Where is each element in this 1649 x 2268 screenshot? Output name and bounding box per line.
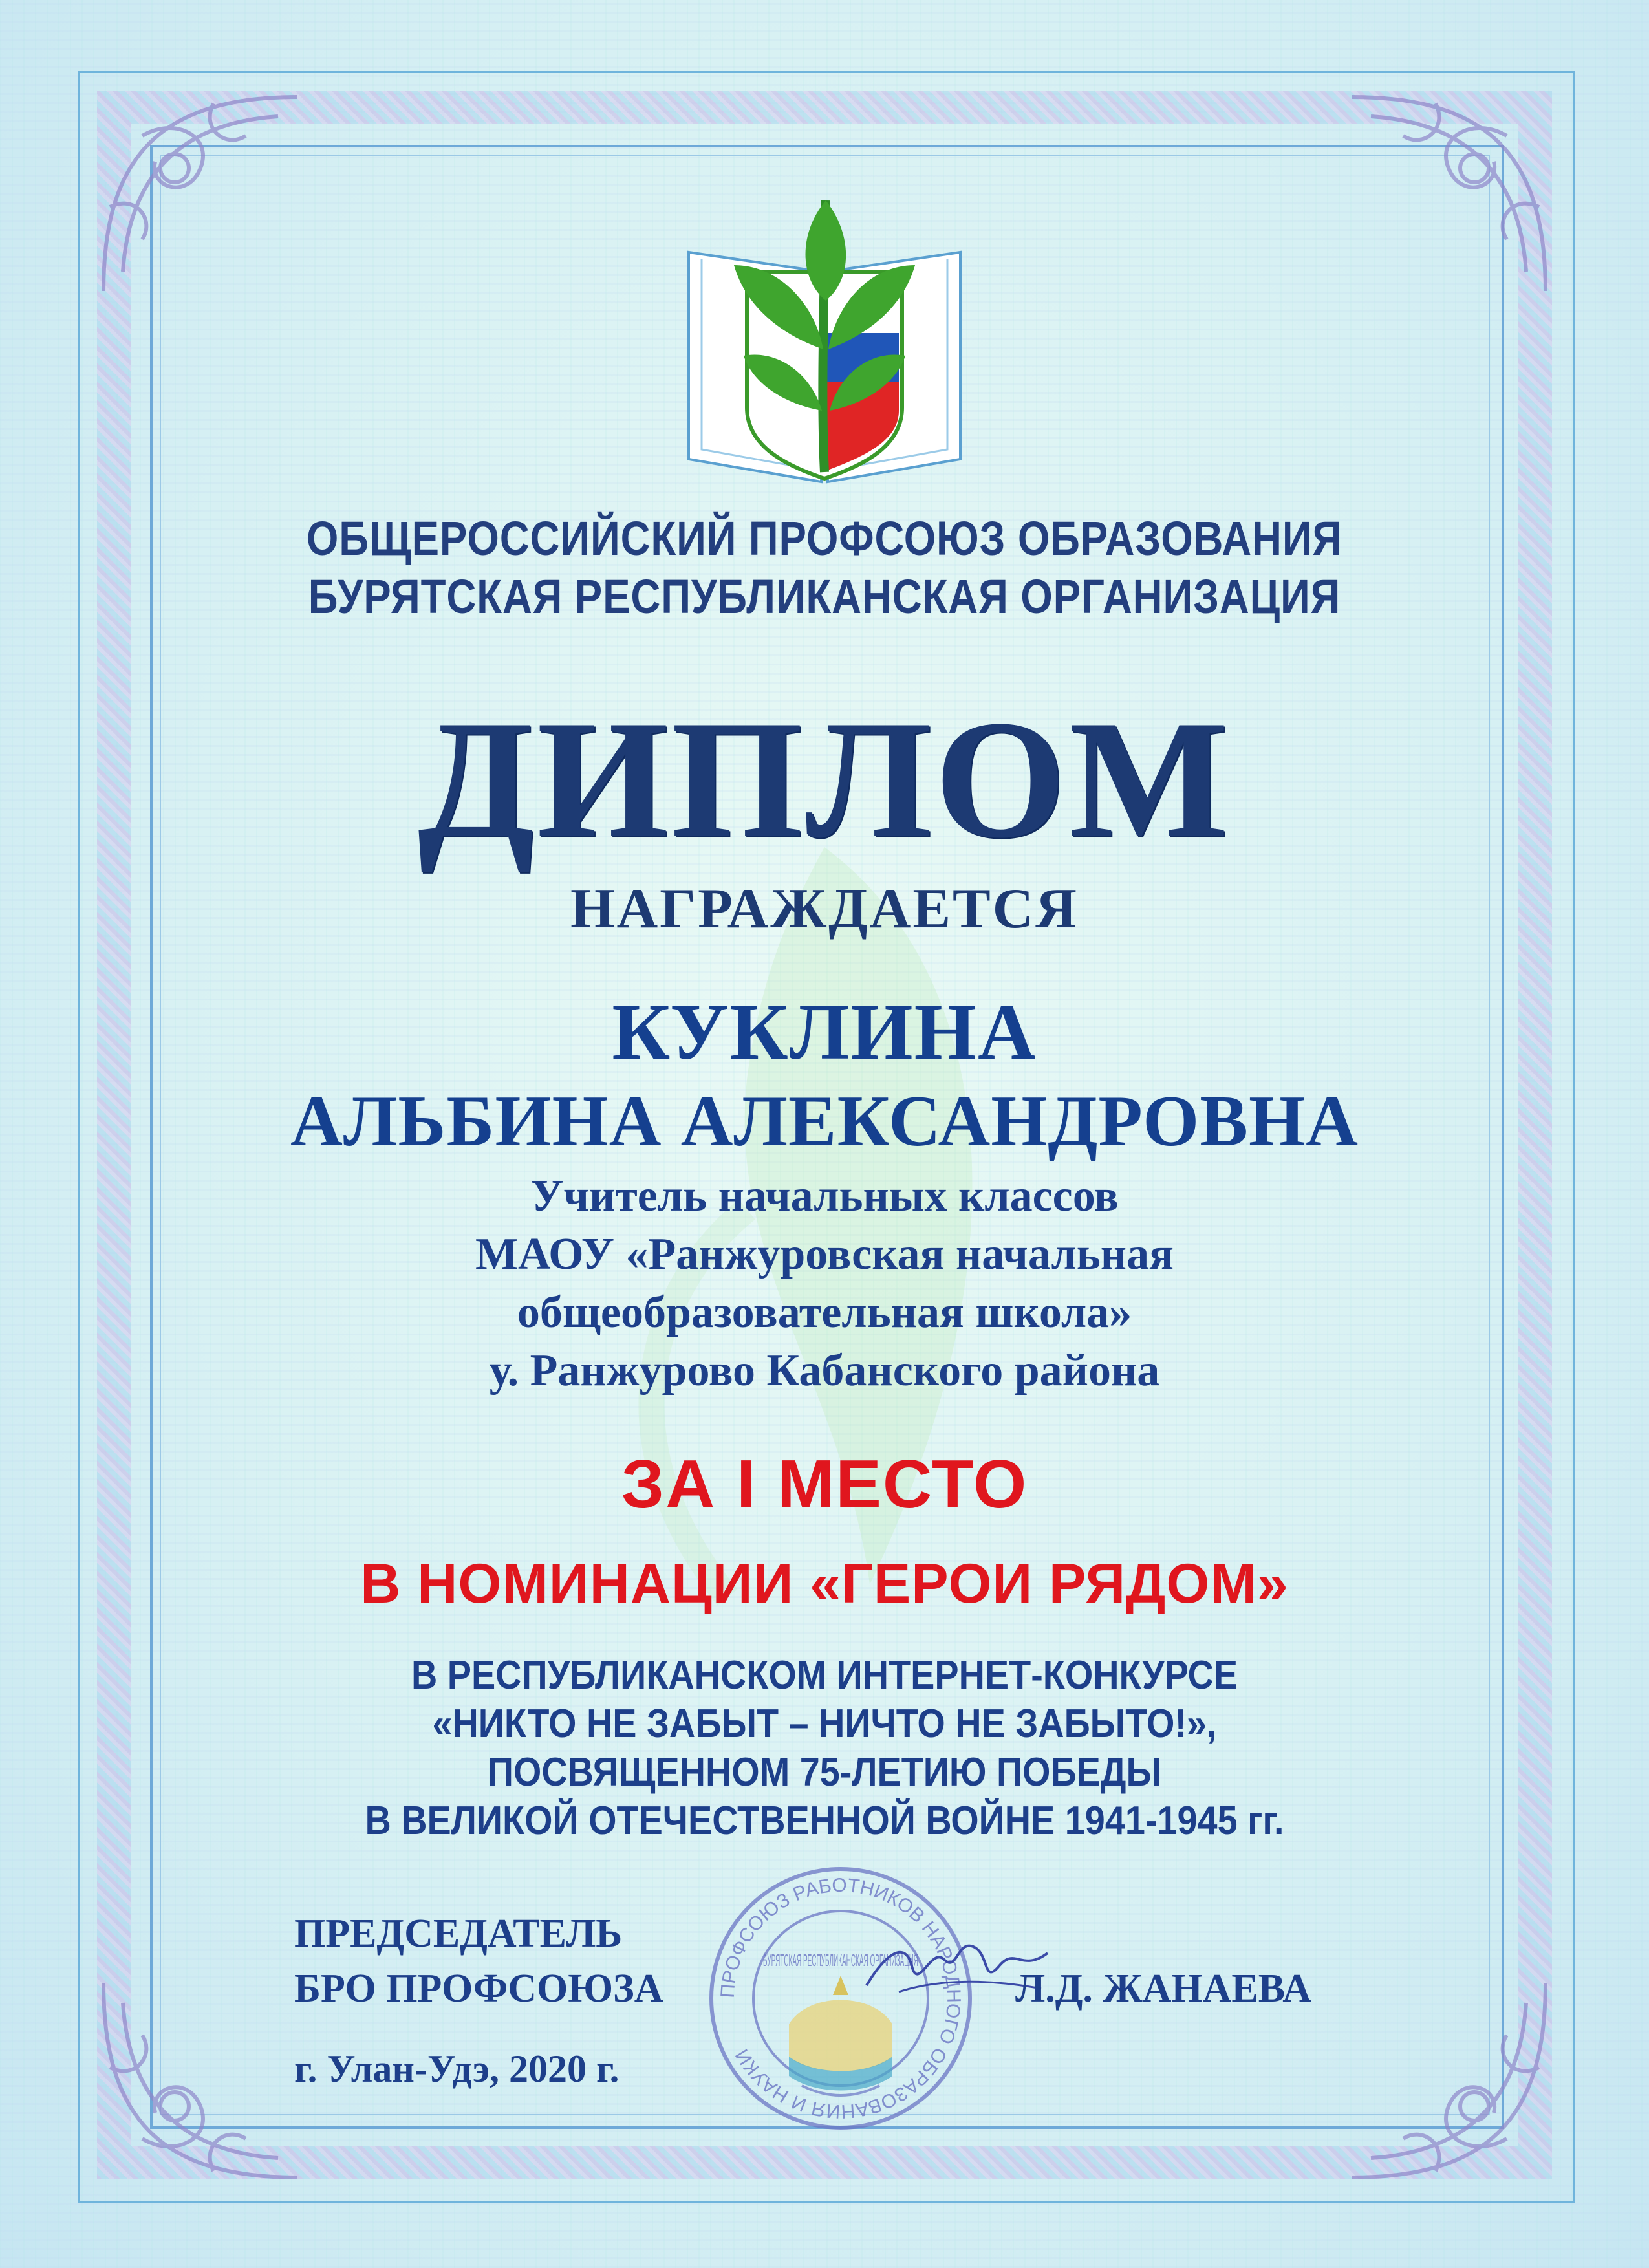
organization-line-2: БУРЯТСКАЯ РЕСПУБЛИКАНСКАЯ ОРГАНИЗАЦИЯ xyxy=(308,570,1341,623)
contest-line: В ВЕЛИКОЙ ОТЕЧЕСТВЕННОЙ ВОЙНЕ 1941-1945 гг. xyxy=(365,1798,1284,1843)
recipient-location-line: у. Ранжурово Кабанского района xyxy=(489,1346,1160,1396)
seal-ring-text: ПРОФСОЮЗ РАБОТНИКОВ НАРОДНОГО ОБРАЗОВАНИЯ И НАУКИ xyxy=(717,1874,965,2122)
recipient-surname: КУКЛИНА xyxy=(612,988,1037,1076)
contest-line: ПОСВЯЩЕННОМ 75-ЛЕТИЮ ПОБЕДЫ xyxy=(487,1750,1162,1795)
trade-union-logo-icon xyxy=(676,188,973,491)
corner-ornament-top-left xyxy=(84,78,317,310)
seal-center-text: БУРЯТСКАЯ РЕСПУБЛИКАНСКАЯ ОРГАНИЗАЦИЯ xyxy=(763,1950,918,1970)
organization-line-1: ОБЩЕРОССИЙСКИЙ ПРОФСОЮЗ ОБРАЗОВАНИЯ xyxy=(306,512,1343,565)
corner-ornament-top-right xyxy=(1332,78,1565,310)
signatory-title-line-1: ПРЕДСЕДАТЕЛЬ xyxy=(294,1912,623,1956)
diploma-title: ДИПЛОМ xyxy=(417,686,1232,873)
award-nomination: В НОМИНАЦИИ «ГЕРОИ РЯДОМ» xyxy=(360,1553,1289,1615)
signatory-name: Л.Д. ЖАНАЕВА xyxy=(1015,1967,1312,2011)
recipient-school-line: МАОУ «Ранжуровская начальная xyxy=(475,1229,1174,1279)
recipient-position-line: Учитель начальных классов xyxy=(530,1171,1119,1221)
recipient-school-line: общеобразовательная школа» xyxy=(517,1288,1132,1337)
award-place: ЗА I МЕСТО xyxy=(621,1446,1028,1522)
place-and-date: г. Улан-Удэ, 2020 г. xyxy=(294,2047,620,2090)
recipient-given-names: АЛЬБИНА АЛЕКСАНДРОВНА xyxy=(290,1081,1359,1161)
signatory-title-line-2: БРО ПРОФСОЮЗА xyxy=(294,1967,663,2011)
corner-ornament-bottom-right xyxy=(1332,1964,1565,2197)
awarded-label: НАГРАЖДАЕТСЯ xyxy=(570,878,1079,940)
contest-line: «НИКТО НЕ ЗАБЫТ – НИЧТО НЕ ЗАБЫТО!», xyxy=(432,1701,1217,1746)
corner-ornament-bottom-left xyxy=(84,1964,317,2197)
contest-line: В РЕСПУБЛИКАНСКОМ ИНТЕРНЕТ-КОНКУРСЕ xyxy=(411,1653,1238,1698)
